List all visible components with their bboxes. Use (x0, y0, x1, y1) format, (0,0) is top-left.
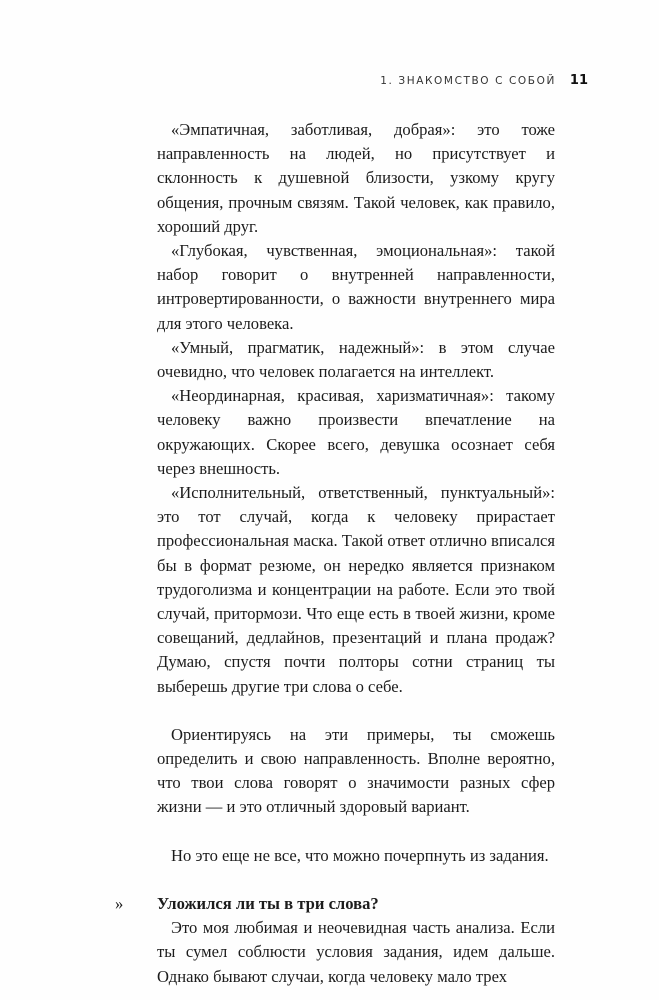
section-heading-text: Уложился ли ты в три слова? (157, 893, 379, 913)
chapter-title: 1. ЗНАКОМСТВО С СОБОЙ (380, 75, 556, 87)
paragraph-empathic: «Эмпатичная, заботливая, добрая»: это тоже направленность на людей, но присутствует и склонность к душевной близости, узкому кругу общения, прочным связям. Такой человек, как правило, хороший друг. (157, 120, 555, 236)
body-text (115, 118, 555, 989)
page-number: 11 (569, 73, 588, 88)
paragraph-favorite: Это моя любимая и неочевидная часть анализа. Если ты сумел соблюсти условия задания, идем дальше. Однако бывают случаи, когда человеку мало трех (157, 918, 555, 986)
paragraph-deep: «Глубокая, чувственная, эмоциональная»: такой набор говорит о внутренней направленности, интровертированности, о важности внутреннего мира для этого человека. (157, 241, 555, 333)
section-heading (115, 892, 555, 916)
section-marker: » (115, 893, 124, 913)
paragraph-extraordinary: «Неординарная, красивая, харизматичная»: такому человеку важно произвести впечатление на окружающих. Скорее всего, девушка осознает себя через внешность. (157, 386, 555, 478)
paragraph-not-all: Но это еще не все, что можно почерпнуть из задания. (171, 845, 549, 865)
paragraph-orientation: Ориентируясь на эти примеры, ты сможешь определить и свою направленность. Вполне вероятно, что твои слова говорят о значимости разных сфер жизни — и это отличный здоровый вариант. (157, 724, 555, 817)
paragraph-diligent: «Исполнительный, ответственный, пунктуальный»: это тот случай, когда к человеку прирастает профессиональная маска. Такой ответ отлично вписался бы в формат резюме, он нередко является признаком трудоголизма и концентрации на работе. Если это твой случай, притормози. Что еще есть в твоей жизни, кроме совещаний, дедлайнов, презентаций и плана продаж? Думаю, спустя почти полторы сотни страниц ты выберешь другие три слова о себе. (157, 483, 555, 696)
paragraph-smart: «Умный, прагматик, надежный»: в этом случае очевидно, что человек полагается на интеллект. (157, 337, 555, 382)
running-head (380, 73, 588, 88)
